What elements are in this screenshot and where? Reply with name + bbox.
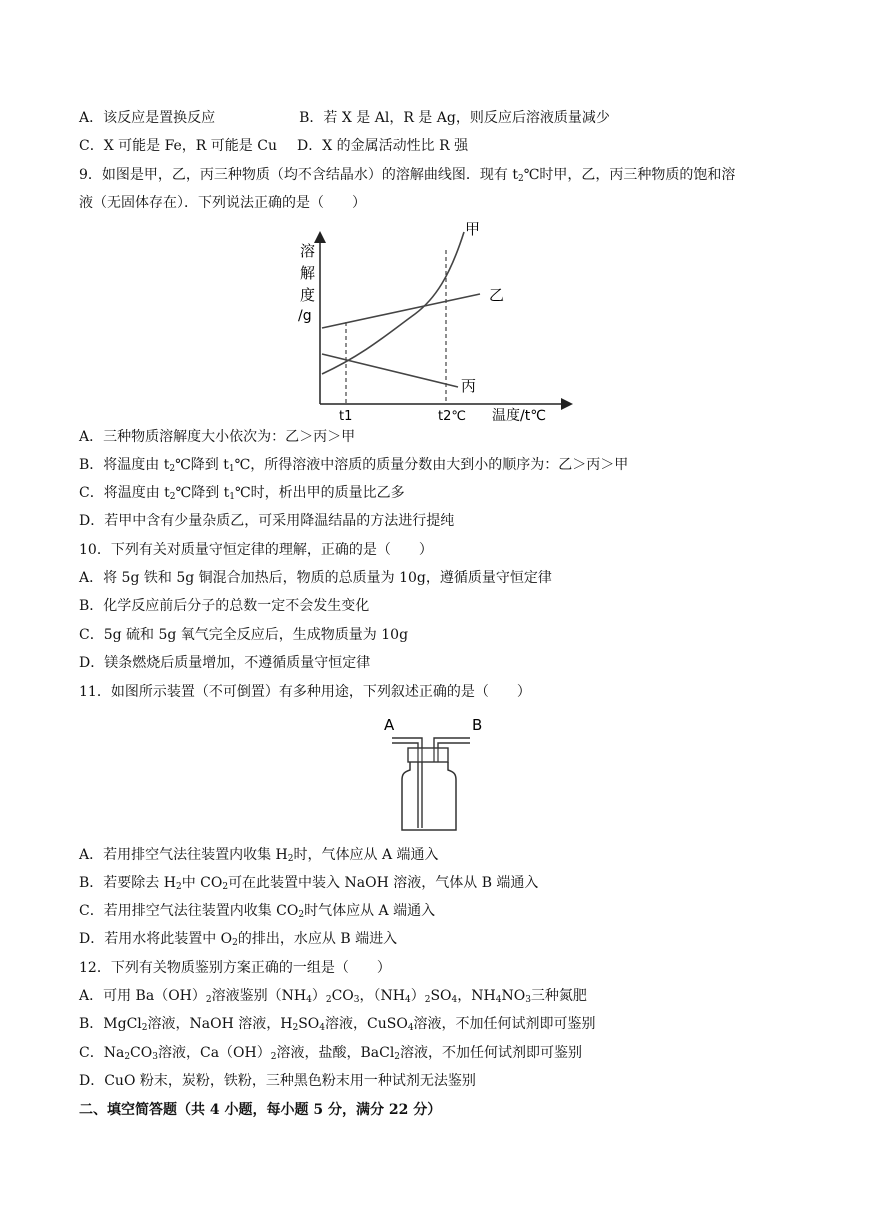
x-tick-t1: t1 bbox=[339, 409, 353, 424]
q12-option-d: D．CuO 粉末，炭粉，铁粉，三种黑色粉末用一种试剂无法鉴别 bbox=[79, 1073, 476, 1089]
y-label-4: /g bbox=[298, 308, 312, 324]
port-b-label: B bbox=[472, 716, 483, 734]
q12-option-c: C．$Na_2CO_3$溶液，$Ca(OH)_2$溶液，盐酸，BaCl$_2$溶液，不加任何试剂即可鉴别 bbox=[79, 1045, 583, 1062]
q12-option-a: A．可用 $Ba(OH)_2$溶液鉴别$(NH_4)_2CO_3$，$(NH_4)_2SO_4$，$NH_4NO_3$三种氮肥 bbox=[79, 988, 587, 1005]
q9-stem-line2: 液（无固体存在）．下列说法正确的是（ ） bbox=[79, 195, 366, 211]
series-bing-label: 丙 bbox=[461, 377, 477, 395]
q8-option-c: C．X 可能是 Fe，R 可能是 Cu bbox=[79, 138, 277, 154]
port-a-label: A bbox=[384, 716, 395, 734]
q9-option-d: D．若甲中含有少量杂质乙，可采用降温结晶的方法进行提纯 bbox=[79, 513, 455, 529]
x-tick-t2: t2℃ bbox=[438, 409, 466, 424]
q11-option-a: A．若用排空气法往装置内收集 $H_2$时，气体应从 A 端通入 bbox=[79, 847, 439, 864]
x-axis-label: 温度/t℃ bbox=[492, 408, 546, 424]
q9-stem-line1: 9．如图是甲，乙，丙三种物质（均不含结晶水）的溶解曲线图．现有 $t_2℃$时甲，乙，丙三种物质的饱和溶 bbox=[79, 167, 736, 184]
q8-option-a: A．该反应是置换反应 bbox=[79, 110, 216, 126]
q8-options-row1 bbox=[79, 108, 610, 128]
bottle bbox=[402, 762, 456, 830]
q11-option-b: B．若要除去 $H_2$中 $CO_2$可在此装置中装入 NaOH 溶液，气体从 B 端通入 bbox=[79, 875, 539, 892]
q9-option-b: B．将温度由 $t_2℃$降到 $t_1℃$，所得溶液中溶质的质量分数由大到小的顺序为：乙＞丙＞甲 bbox=[79, 457, 629, 474]
q10-option-a: A．将 5g 铁和 5g 铜混合加热后，物质的总质量为 10g，遵循质量守恒定律 bbox=[79, 570, 552, 586]
stopper bbox=[408, 748, 448, 762]
q11-option-d: D．若用水将此装置中 $O_2$的排出，水应从 B 端进入 bbox=[79, 931, 398, 948]
solubility-chart bbox=[290, 214, 580, 426]
q10-option-b: B．化学反应前后分子的总数一定不会发生变化 bbox=[79, 598, 370, 614]
y-label-1: 溶 bbox=[300, 242, 316, 260]
series-jia-curve bbox=[322, 232, 464, 374]
q10-stem: 10．下列有关对质量守恒定律的理解，正确的是（ ） bbox=[79, 542, 433, 558]
q10-option-d: D．镁条燃烧后质量增加，不遵循质量守恒定律 bbox=[79, 655, 371, 671]
series-bing-line bbox=[322, 354, 458, 387]
q12-stem: 12．下列有关物质鉴别方案正确的一组是（ ） bbox=[79, 960, 391, 976]
series-yi-label: 乙 bbox=[489, 286, 505, 304]
q11-option-c: C．若用排空气法往装置内收集 $CO_2$时气体应从 A 端通入 bbox=[79, 903, 436, 920]
q8-option-b: B．若 X 是 Al，R 是 Ag，则反应后溶液质量减少 bbox=[299, 110, 610, 126]
y-label-2: 解 bbox=[300, 264, 316, 282]
q12-option-b: B．MgCl$_2$溶液，NaOH 溶液，$H_2SO_4$溶液，CuSO$_4$溶液，不加任何试剂即可鉴别 bbox=[79, 1016, 596, 1033]
gas-bottle-diagram bbox=[378, 710, 498, 836]
q11-stem: 11．如图所示装置（不可倒置）有多种用途，下列叙述正确的是（ ） bbox=[79, 684, 531, 700]
series-jia-label: 甲 bbox=[465, 220, 481, 238]
q10-option-c: C．5g 硫和 5g 氧气完全反应后，生成物质量为 10g bbox=[79, 627, 409, 643]
q8-options-row2 bbox=[79, 136, 468, 156]
q9-option-a: A．三种物质溶解度大小依次为：乙＞丙＞甲 bbox=[79, 429, 356, 445]
q8-option-d: D．X 的金属活动性比 R 强 bbox=[296, 138, 469, 154]
section-2-heading: 二、填空简答题（共 4 小题，每小题 5 分，满分 22 分） bbox=[79, 1102, 442, 1118]
q9-option-c: C．将温度由 $t_2℃$降到 $t_1℃$时，析出甲的质量比乙多 bbox=[79, 485, 405, 502]
y-label-3: 度 bbox=[300, 286, 316, 304]
